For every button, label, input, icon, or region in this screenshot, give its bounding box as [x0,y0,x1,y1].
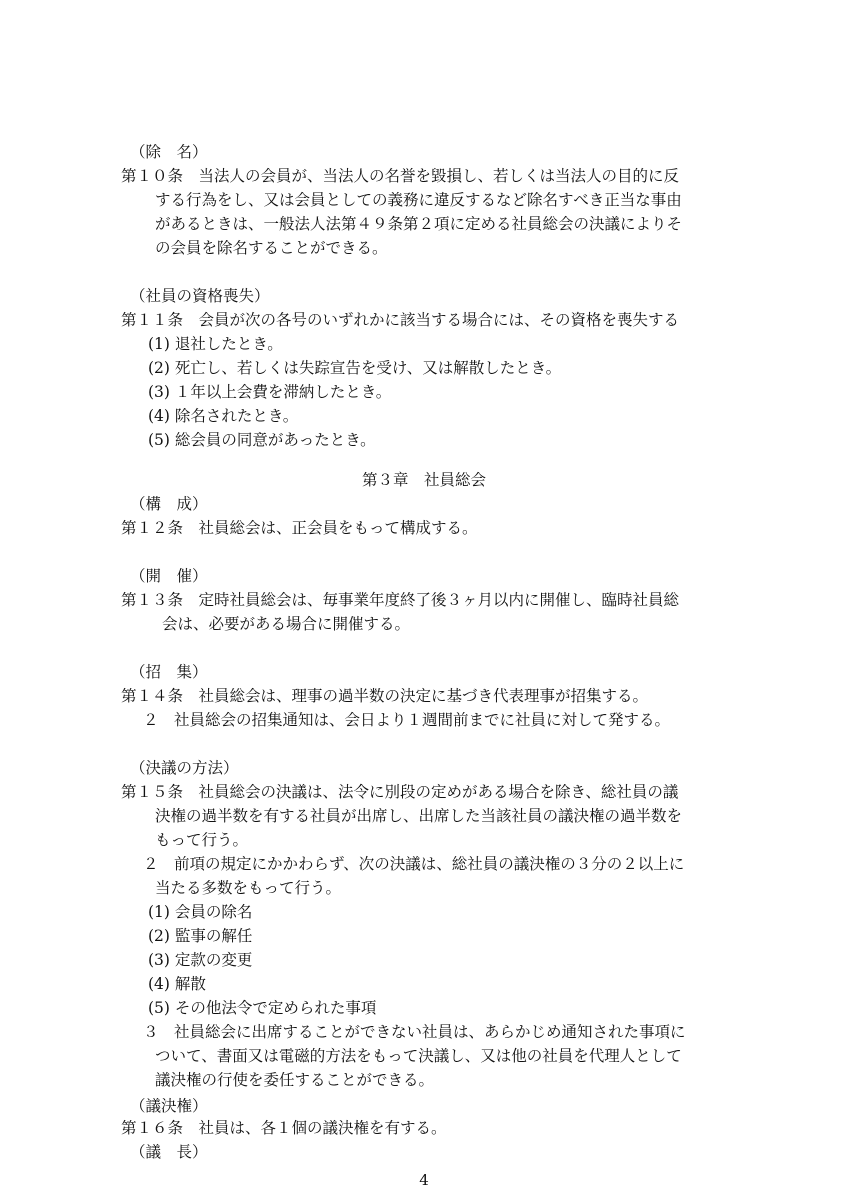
article-15-item-3: (3) 定款の変更 [148,951,253,969]
article-14-main: 第１４条 社員総会は、理事の過半数の決定に基づき代表理事が招集する。 [121,687,649,705]
article-16-heading: （議決権） [130,1097,208,1115]
article-10-line-4: の会員を除名することができる。 [155,239,388,257]
article-16-main: 第１６条 社員は、各１個の議決権を有する。 [121,1119,447,1137]
article-10-line-1: 第１０条 当法人の会員が、当法人の名誉を毀損し、若しくは当法人の目的に反 [121,167,680,185]
article-14-heading: （招 集） [130,663,208,681]
article-15-item-1: (1) 会員の除名 [148,903,253,921]
article-14-para-2: ２ 社員総会の招集通知は、会日より１週間前までに社員に対して発する。 [143,711,671,729]
article-15-item-4: (4) 解散 [148,975,206,993]
article-15-para-3-line-3: 議決権の行使を委任することができる。 [155,1071,435,1089]
article-10-heading: （除 名） [130,143,208,161]
article-15-line-3: もって行う。 [155,831,249,849]
article-15-item-2: (2) 監事の解任 [148,927,253,945]
article-13-line-1: 第１３条 定時社員総会は、毎事業年度終了後３ヶ月以内に開催し、臨時社員総 [121,591,680,609]
article-11-item-4: (4) 除名されたとき。 [148,407,299,425]
article-15-para-2-line-1: ２ 前項の規定にかかわらず、次の決議は、総社員の議決権の３分の２以上に [143,855,685,873]
article-15-line-2: 決権の過半数を有する社員が出席し、出席した当該社員の議決権の過半数を [155,807,683,825]
article-11-item-5: (5) 総会員の同意があったとき。 [148,431,376,449]
article-13-heading: （開 催） [130,567,208,585]
article-11-item-1: (1) 退社したとき。 [148,335,283,353]
article-11-item-2: (2) 死亡し、若しくは失踪宣告を受け、又は解散したとき。 [148,359,562,377]
page-number: 4 [419,1171,429,1189]
article-12-main: 第１２条 社員総会は、正会員をもって構成する。 [121,519,478,537]
article-17-heading: （議 長） [130,1143,208,1161]
article-11-main: 第１１条 会員が次の各号のいずれかに該当する場合には、その資格を喪失する [121,311,680,329]
article-15-heading: （決議の方法） [130,759,239,777]
article-15-para-3-line-1: ３ 社員総会に出席することができない社員は、あらかじめ通知された事項に [143,1023,686,1041]
chapter-title: 第３章 社員総会 [361,471,486,489]
article-10-line-3: があるときは、一般法人法第４９条第２項に定める社員総会の決議によりそ [155,215,683,233]
article-10-line-2: する行為をし、又は会員としての義務に違反するなど除名すべき正当な事由 [155,191,682,209]
article-15-para-3-line-2: ついて、書面又は電磁的方法をもって決議し、又は他の社員を代理人として [155,1047,682,1065]
article-12-heading: （構 成） [130,495,208,513]
article-11-heading: （社員の資格喪失） [130,287,270,305]
article-15-para-2-line-2: 当たる多数をもって行う。 [155,879,342,897]
article-15-line-1: 第１５条 社員総会の決議は、法令に別段の定めがある場合を除き、総社員の議 [121,783,679,801]
article-15-item-5: (5) その他法令で定められた事項 [148,999,377,1017]
article-13-line-2: 会は、必要がある場合に開催する。 [162,615,411,633]
article-11-item-3: (3) １年以上会費を滞納したとき。 [148,383,392,401]
